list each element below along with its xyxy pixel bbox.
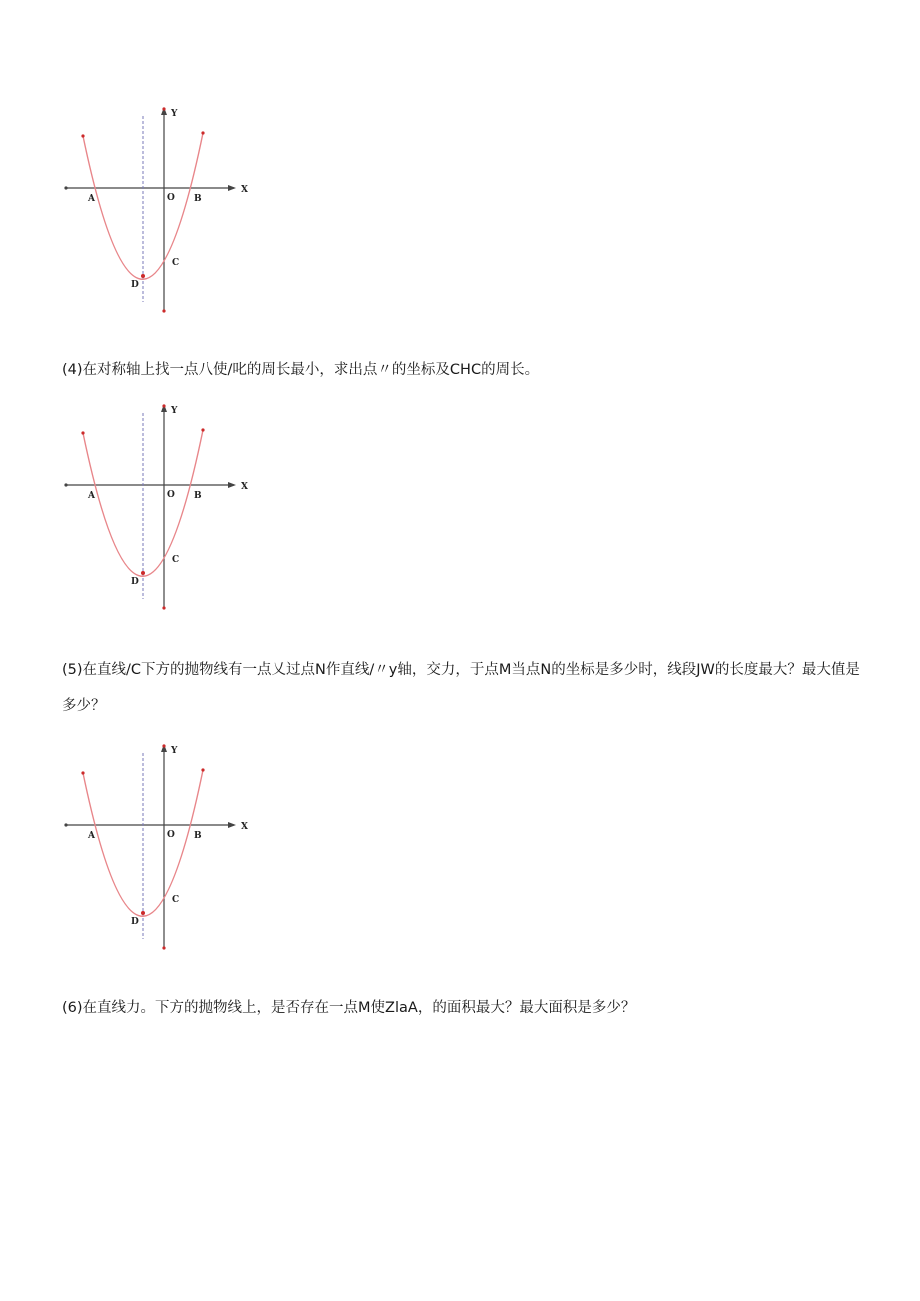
curve-end-left	[81, 431, 84, 434]
x-axis-arrow	[228, 482, 236, 488]
x-axis-label: X	[241, 482, 248, 492]
label-o: O	[167, 830, 175, 840]
label-c: C	[172, 895, 180, 905]
label-c: C	[172, 258, 180, 268]
label-d: D	[131, 280, 139, 290]
x-axis-end-left	[64, 186, 67, 189]
y-axis-end-bottom	[162, 309, 165, 312]
question-6-text: (6)在直线力。下方的抛物线上，是否存在一点M使ZlaA，的面积最大？最大面积是多少？	[62, 1000, 636, 1016]
y-axis-label: Y	[171, 406, 178, 416]
parabola-graph	[58, 741, 248, 951]
y-axis-end-bottom	[162, 606, 165, 609]
x-axis-arrow	[228, 185, 236, 191]
curve-end-right	[201, 131, 204, 134]
y-axis-end-top	[162, 404, 165, 407]
x-axis-label: X	[241, 185, 248, 195]
label-d: D	[131, 577, 139, 587]
label-a: A	[88, 194, 95, 204]
parabola-graph	[58, 104, 248, 314]
curve-end-left	[81, 134, 84, 137]
label-a: A	[88, 491, 95, 501]
x-axis-label: X	[241, 822, 248, 832]
parabola-figure-3	[58, 741, 248, 951]
y-axis-label: Y	[171, 746, 178, 756]
y-axis-label: Y	[171, 109, 178, 119]
label-b: B	[194, 831, 202, 841]
label-d: D	[131, 917, 139, 927]
parabola-graph	[58, 401, 248, 611]
label-b: B	[194, 194, 202, 204]
parabola-figure-2	[58, 401, 248, 611]
point-d	[141, 911, 145, 915]
point-d	[141, 274, 145, 278]
label-b: B	[194, 491, 202, 501]
x-axis-end-left	[64, 483, 67, 486]
x-axis-arrow	[228, 822, 236, 828]
y-axis-end-top	[162, 107, 165, 110]
label-o: O	[167, 490, 175, 500]
question-4-text: (4)在对称轴上找一点八使/叱的周长最小，求出点〃的坐标及CHC的周长。	[62, 362, 540, 378]
label-o: O	[167, 193, 175, 203]
label-a: A	[88, 831, 95, 841]
y-axis-end-top	[162, 744, 165, 747]
curve-end-left	[81, 771, 84, 774]
point-d	[141, 571, 145, 575]
curve-end-right	[201, 428, 204, 431]
y-axis-end-bottom	[162, 946, 165, 949]
x-axis-end-left	[64, 823, 67, 826]
curve-end-right	[201, 768, 204, 771]
question-5-text: (5)在直线/C下方的抛物线有一点乂过点N作直线/〃y轴，交力，于点M当点N的坐标是多少时，线段JW的长度最大？最大值是多少？	[62, 662, 860, 714]
label-c: C	[172, 555, 180, 565]
parabola-figure-1	[58, 104, 248, 314]
